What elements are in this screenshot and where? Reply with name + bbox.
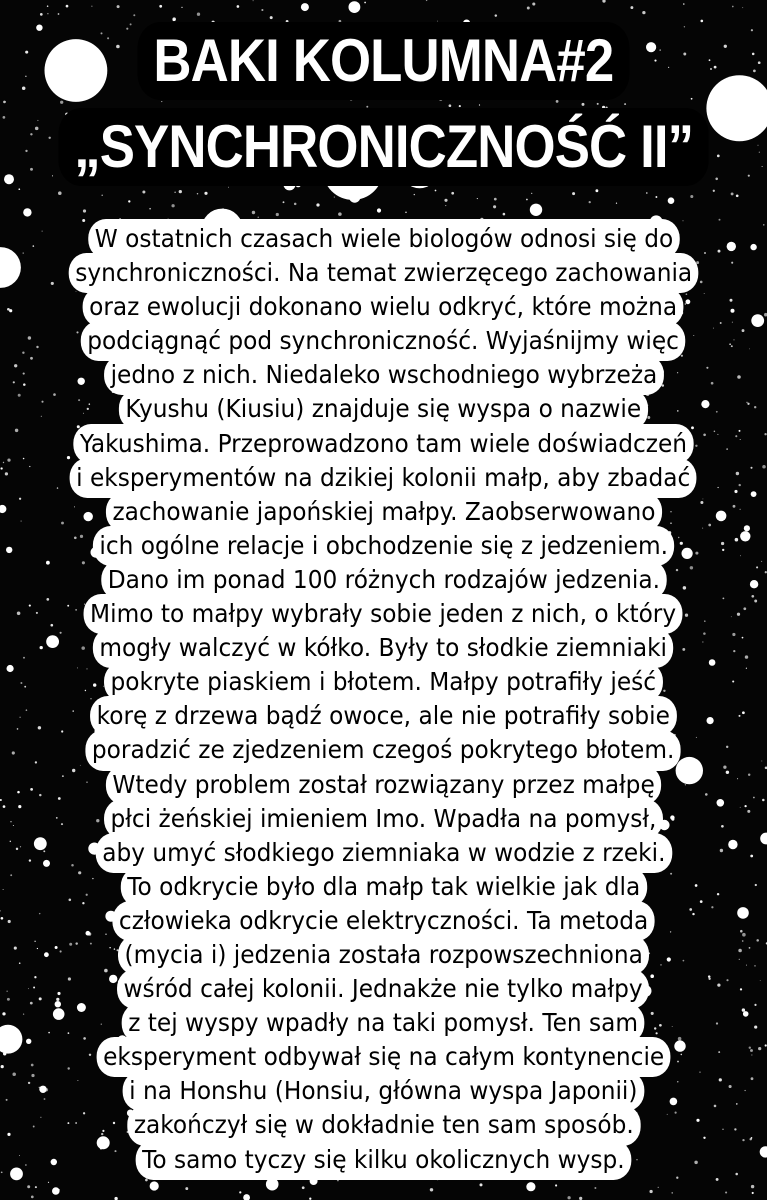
- text-line: pokryte piaskiem i błotem. Małpy potrafiły jeść: [0, 665, 767, 699]
- article-body: [0, 222, 767, 1177]
- text-line: zachowanie japońskiej małpy. Zaobserwowano: [0, 495, 767, 529]
- text-line: synchroniczności. Na temat zwierzęcego zachowania: [0, 256, 767, 290]
- text-line: aby umyć słodkiego ziemniaka w wodzie z rzeki.: [0, 836, 767, 870]
- text-line: To odkrycie było dla małp tak wielkie jak dla: [0, 870, 767, 904]
- text-line: oraz ewolucji dokonano wielu odkryć, które można: [0, 290, 767, 324]
- text-line: ich ogólne relacje i obchodzenie się z jedzeniem.: [0, 529, 767, 563]
- text-line: z tej wyspy wpadły na taki pomysł. Ten sam: [0, 1006, 767, 1040]
- text-line: (mycia i) jedzenia została rozpowszechniona: [0, 938, 767, 972]
- text-line: korę z drzewa bądź owoce, ale nie potrafiły sobie: [0, 699, 767, 733]
- text-line: i na Honshu (Honsiu, główna wyspa Japonii): [0, 1074, 767, 1108]
- text-line: jedno z nich. Niedaleko wschodniego wybrzeża: [0, 358, 767, 392]
- text-line: Wtedy problem został rozwiązany przez małpę: [0, 768, 767, 802]
- text-line: podciągnąć pod synchroniczność. Wyjaśnijmy więc: [0, 324, 767, 358]
- text-line: człowieka odkrycie elektryczności. Ta metoda: [0, 904, 767, 938]
- text-line: i eksperymentów na dzikiej kolonii małp, aby zbadać: [0, 461, 767, 495]
- text-line: To samo tyczy się kilku okolicznych wysp.: [0, 1143, 767, 1177]
- text-line: wśród całej kolonii. Jednakże nie tylko małpy: [0, 972, 767, 1006]
- text-line: Mimo to małpy wybrały sobie jeden z nich, o który: [0, 597, 767, 631]
- text-line: Dano im ponad 100 różnych rodzajów jedzenia.: [0, 563, 767, 597]
- text-line: W ostatnich czasach wiele biologów odnosi się do: [0, 222, 767, 256]
- text-line: Yakushima. Przeprowadzono tam wiele doświadczeń: [0, 427, 767, 461]
- title-block: [0, 22, 767, 186]
- text-line: mogły walczyć w kółko. Były to słodkie ziemniaki: [0, 631, 767, 665]
- text-line: zakończył się w dokładnie ten sam sposób.: [0, 1108, 767, 1142]
- text-line: eksperyment odbywał się na całym kontynencie: [0, 1040, 767, 1074]
- text-line: Kyushu (Kiusiu) znajduje się wyspa o nazwie: [0, 392, 767, 426]
- text-line: poradzić ze zjedzeniem czegoś pokrytego błotem.: [0, 733, 767, 767]
- title-line-1: BAKI KOLUMNA#2: [138, 22, 630, 100]
- text-line: płci żeńskiej imieniem Imo. Wpadła na pomysł,: [0, 802, 767, 836]
- title-line-2: „SYNCHRONICZNOŚĆ II”: [58, 108, 709, 186]
